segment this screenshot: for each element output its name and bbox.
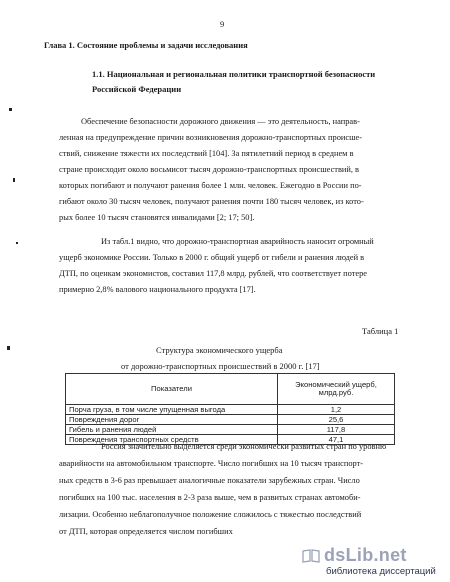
- paragraph-1-line: рых более 10 тысяч становятся инвалидами [2; 17; 50].: [59, 213, 255, 222]
- table-row: [66, 425, 395, 435]
- page-number: 9: [220, 19, 225, 29]
- paragraph-2-line: примерно 2,8% валового национального продукта [17].: [59, 285, 256, 294]
- paragraph-3-line: погибших на 100 тыс. населения в 2-3 раза выше, чем в развитых странах автомоби-: [59, 493, 361, 502]
- economic-damage-table: [65, 373, 395, 445]
- paragraph-3-line: ных средств в 3-6 раз превышает аналогичные показатели зарубежных стран. Число: [59, 476, 360, 485]
- paragraph-1-line: стране происходит около восьмисот тысяч дорожно-транспортных происшествий, в: [59, 165, 360, 174]
- paragraph-3-line: аварийности на автомобильном транспорте. Число погибших на 10 тысяч транспорт-: [59, 459, 364, 468]
- table-cell-value: 25,6: [278, 415, 395, 425]
- paragraph-2-line: Из табл.1 видно, что дорожно-транспортная аварийность наносит огромный: [101, 237, 374, 246]
- section-title-line-2: Российской Федерации: [92, 84, 182, 94]
- chapter-title: Глава 1. Состояние проблемы и задачи исследования: [44, 40, 248, 50]
- margin-mark: [16, 242, 18, 244]
- paragraph-3-line: лизации. Особенно неблагополучное положение сложилось с тяжестью последствий: [59, 510, 362, 519]
- paragraph-1-line: Обеспечение безопасности дорожного движения — это деятельность, направ-: [81, 117, 360, 126]
- table-row: [66, 415, 395, 425]
- watermark-subtitle: библиотека диссертаций: [326, 566, 436, 577]
- table-row: [66, 405, 395, 415]
- paragraph-2-line: ущерб экономике России. Только в 2000 г. общий ущерб от гибели и ранения людей в: [59, 253, 365, 262]
- table-cell-value: 47,1: [278, 435, 395, 445]
- section-title-line-1: 1.1. Национальная и региональная политики транспортной безопасности: [92, 69, 376, 79]
- paragraph-2-line: ДТП, по оценкам экономистов, составил 117,8 млрд. рублей, что соответствует потере: [59, 269, 367, 278]
- book-icon: [302, 549, 320, 563]
- paragraph-1-line: которых погибают и получают ранения более 1 млн. человек. Ежегодно в России по-: [59, 181, 362, 190]
- margin-mark: [7, 346, 10, 350]
- table-cell-indicator: Порча груза, в том числе упущенная выгода: [66, 405, 278, 415]
- paragraph-3-line: от ДТП, которая определяется числом погибших: [59, 527, 233, 536]
- paragraph-3-line: Россия значительно выделяется среди экономически развитых стран по уровню: [101, 442, 387, 451]
- dslib-watermark: [298, 544, 448, 578]
- table-caption-line-1: Структура экономического ущерба: [156, 345, 283, 355]
- table-cell-indicator: Повреждения транспортных средств: [66, 435, 278, 445]
- table-label: Таблица 1: [362, 326, 399, 336]
- paragraph-1-line: ствий, снижение тяжести их последствий [104]. За пятилетний период в среднем в: [59, 149, 354, 158]
- table-cell-indicator: Повреждения дорог: [66, 415, 278, 425]
- table-header-damage: Экономический ущерб, млрд.руб.: [278, 374, 395, 405]
- margin-mark: [9, 108, 12, 111]
- paragraph-1-line: ленная на предупреждение причин возникновения дорожно-транспортных происше-: [59, 133, 363, 142]
- margin-mark: [13, 178, 15, 182]
- table-caption-line-2: от дорожно-транспортных происшествий в 2000 г. [17]: [121, 361, 320, 371]
- table-cell-value: 117,8: [278, 425, 395, 435]
- watermark-name: dsLib.net: [324, 545, 407, 565]
- table-cell-indicator: Гибель и ранения людей: [66, 425, 278, 435]
- table-header-indicator: Показатели: [66, 374, 278, 405]
- table-cell-value: 1,2: [278, 405, 395, 415]
- paragraph-1-line: гибают около 30 тысяч человек, получают ранения почти 180 тысяч человек, из кото-: [59, 197, 364, 206]
